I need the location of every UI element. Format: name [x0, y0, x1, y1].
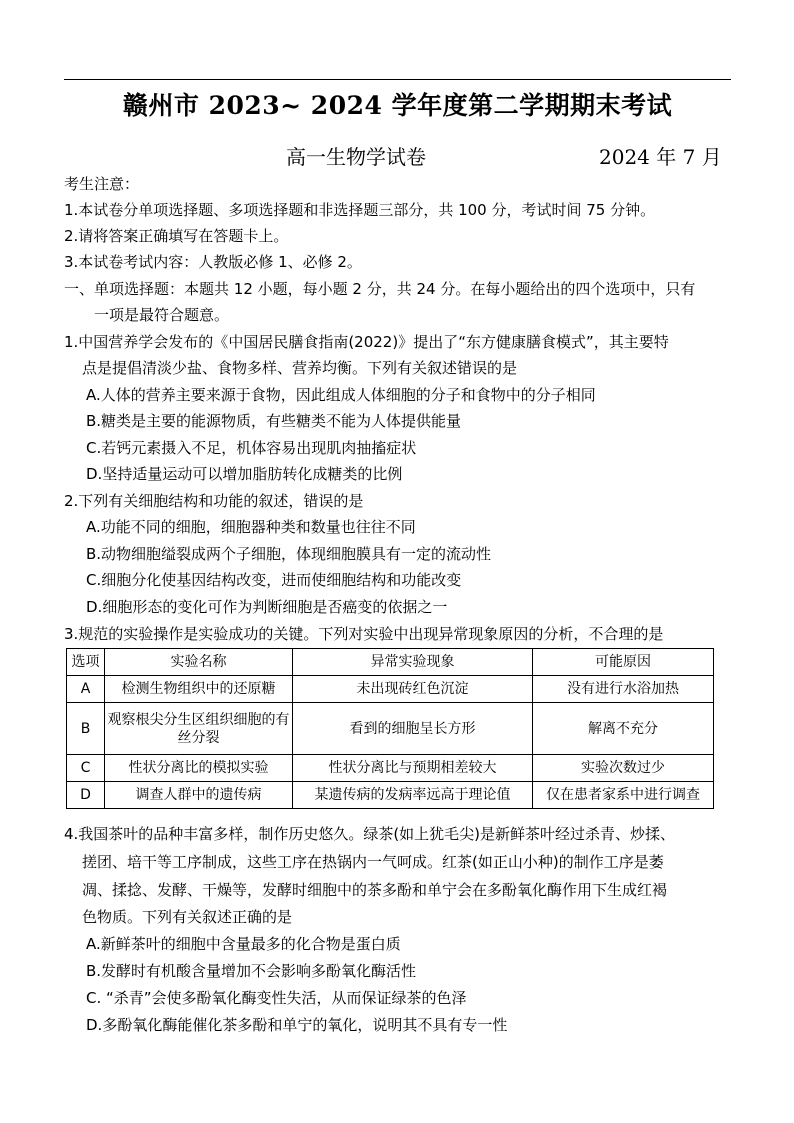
q3-row-c-option: C — [67, 755, 105, 782]
q1-option-c: C.若钙元素摄入不足，机体容易出现肌肉抽搐症状 — [86, 439, 417, 457]
q1-option-d: D.坚持适量运动可以增加脂肪转化成糖类的比例 — [86, 465, 403, 483]
q4-stem-line1: 4.我国茶叶的品种丰富多样，制作历史悠久。绿茶(如上犹毛尖)是新鲜茶叶经过杀青、炒揉、 — [64, 825, 676, 843]
q3-row-b-cause: 解离不充分 — [533, 703, 714, 755]
q4-stem-line4: 色物质。下列有关叙述正确的是 — [82, 908, 293, 926]
q4-option-d: D.多酚氧化酶能催化茶多酚和单宁的氧化，说明其不具有专一性 — [86, 1016, 508, 1034]
q2-stem: 2.下列有关细胞结构和功能的叙述，错误的是 — [64, 492, 364, 510]
q1-option-b: B.糖类是主要的能源物质，有些糖类不能为人体提供能量 — [86, 412, 462, 430]
notice-item-3: 3.本试卷考试内容：人教版必修 1、必修 2。 — [64, 253, 362, 271]
q3-row-d-phenomenon: 某遗传病的发病率远高于理论值 — [293, 782, 533, 809]
notice-item-1: 1.本试卷分单项选择题、多项选择题和非选择题三部分，共 100 分，考试时间 75 分钟。 — [64, 201, 656, 219]
q1-option-a: A.人体的营养主要来源于食物，因此组成人体细胞的分子和食物中的分子相同 — [86, 386, 596, 404]
table-row — [67, 755, 714, 782]
q3-row-a-phenomenon: 未出现砖红色沉淀 — [293, 676, 533, 703]
q4-option-b: B.发酵时有机酸含量增加不会影响多酚氧化酶活性 — [86, 962, 417, 980]
table-row — [67, 676, 714, 703]
table-row — [67, 703, 714, 755]
header-rule — [64, 79, 731, 80]
q3-table-header-row — [67, 649, 714, 676]
q3-row-b-option: B — [67, 703, 105, 755]
notice-item-2: 2.请将答案正确填写在答题卡上。 — [64, 227, 289, 245]
q4-option-c: C. “杀青”会使多酚氧化酶变性失活，从而保证绿茶的色泽 — [86, 989, 467, 1007]
section1-line2: 一项是最符合题意。 — [94, 306, 230, 324]
q2-option-c: C.细胞分化使基因结构改变，进而使细胞结构和功能改变 — [86, 571, 462, 589]
notice-heading: 考生注意： — [64, 175, 140, 193]
q3-header-option: 选项 — [67, 649, 105, 676]
q2-option-b: B.动物细胞缢裂成两个子细胞，体现细胞膜具有一定的流动性 — [86, 545, 492, 563]
q2-option-a: A.功能不同的细胞，细胞器种类和数量也往往不同 — [86, 518, 416, 536]
q3-row-b-phenomenon: 看到的细胞呈长方形 — [293, 703, 533, 755]
q3-row-d-experiment: 调查人群中的遗传病 — [105, 782, 293, 809]
q3-header-cause: 可能原因 — [533, 649, 714, 676]
q3-row-a-cause: 没有进行水浴加热 — [533, 676, 714, 703]
q3-row-b-experiment: 观察根尖分生区组织细胞的有丝分裂 — [105, 703, 293, 755]
q4-stem-line2: 搓团、培干等工序制成，这些工序在热锅内一气呵成。红茶(如正山小种)的制作工序是萎 — [82, 853, 664, 871]
q3-row-a-experiment: 检测生物组织中的还原糖 — [105, 676, 293, 703]
q3-row-d-option: D — [67, 782, 105, 809]
q3-row-a-option: A — [67, 676, 105, 703]
q4-stem-line3: 凋、揉捻、发酵、干燥等，发酵时细胞中的茶多酚和单宁会在多酚氧化酶作用下生成红褐 — [82, 881, 668, 899]
q3-row-d-cause: 仅在患者家系中进行调查 — [533, 782, 714, 809]
q3-row-c-experiment: 性状分离比的模拟实验 — [105, 755, 293, 782]
q3-table — [66, 648, 714, 809]
q3-row-c-phenomenon: 性状分离比与预期相差较大 — [293, 755, 533, 782]
q3-row-c-cause: 实验次数过少 — [533, 755, 714, 782]
q4-option-a: A.新鲜茶叶的细胞中含量最多的化合物是蛋白质 — [86, 935, 401, 953]
q1-stem-line2: 点是提倡清淡少盐、食物多样、营养均衡。下列有关叙述错误的是 — [82, 359, 518, 377]
q3-stem: 3.规范的实验操作是实验成功的关键。下列对实验中出现异常现象原因的分析，不合理的是 — [64, 625, 664, 643]
exam-title: 赣州市 2023~ 2024 学年度第二学期期末考试 — [122, 91, 673, 120]
q2-option-d: D.细胞形态的变化可作为判断细胞是否癌变的依据之一 — [86, 598, 448, 616]
exam-date: 2024 年 7 月 — [599, 145, 722, 169]
table-row — [67, 782, 714, 809]
section1-line1: 一、单项选择题：本题共 12 小题，每小题 2 分，共 24 分。在每小题给出的四个选项中，只有 — [64, 280, 696, 298]
q3-header-phenomenon: 异常实验现象 — [293, 649, 533, 676]
exam-subtitle: 高一生物学试卷 — [286, 145, 426, 169]
q3-header-experiment: 实验名称 — [105, 649, 293, 676]
q1-stem-line1: 1.中国营养学会发布的《中国居民膳食指南(2022)》提出了“东方健康膳食模式”，其主要特 — [64, 333, 669, 351]
